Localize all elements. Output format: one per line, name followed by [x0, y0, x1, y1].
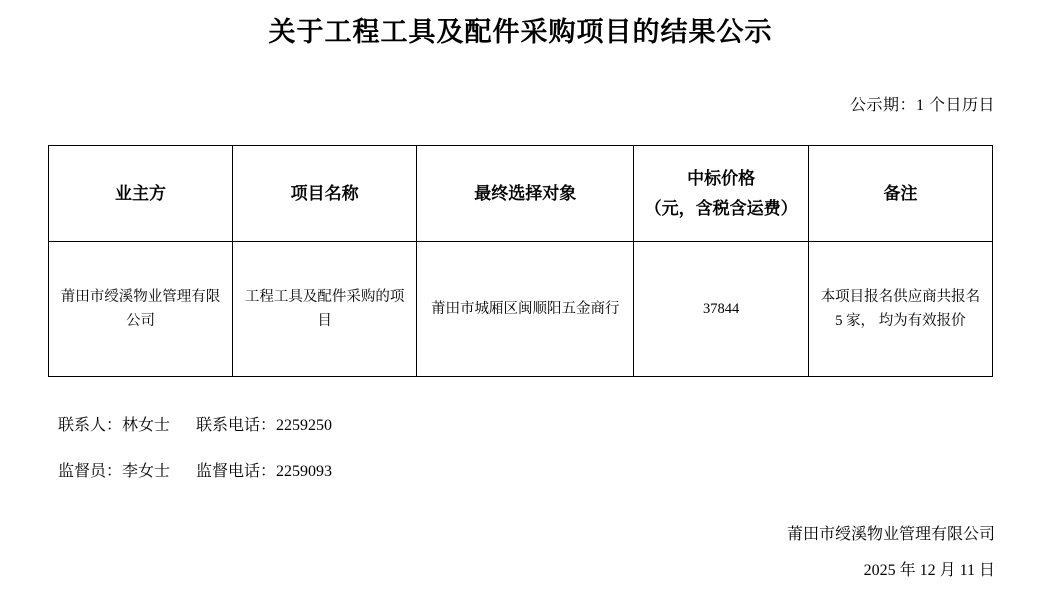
table-body — [49, 242, 993, 377]
contact-label: 联系人： — [58, 417, 123, 434]
header-winning-price — [634, 146, 809, 242]
supervisor-phone: 2259093 — [276, 463, 333, 480]
document-page — [0, 12, 1041, 579]
table-header — [49, 146, 993, 242]
cell-remark-line1: 本项目报名供应商共报名 5 家， — [820, 289, 981, 329]
notice-period: 公示期：1 个日历日 — [849, 97, 995, 114]
page-title: 关于工程工具及配件采购项目的结果公示 — [268, 17, 773, 47]
contact-line — [58, 403, 1041, 449]
cell-winning-price: 37844 — [634, 242, 809, 377]
contacts-block — [0, 403, 1041, 495]
supervisor-label: 监督员： — [58, 463, 123, 480]
footer-date: 2025 年 12 月 11 日 — [863, 562, 995, 579]
header-final-selection: 最终选择对象 — [417, 146, 634, 242]
supervisor-name: 李女士 — [122, 463, 171, 480]
supervisor-phone-label: 监督电话： — [196, 463, 277, 480]
footer-organization: 莆田市绶溪物业管理有限公司 — [786, 526, 995, 543]
contact-phone-label: 联系电话： — [196, 417, 277, 434]
header-project-name: 项目名称 — [233, 146, 417, 242]
result-table — [48, 145, 993, 377]
header-winning-price-line2: （元，含税含运费） — [644, 198, 798, 218]
header-owner: 业主方 — [49, 146, 233, 242]
cell-remark — [808, 242, 992, 377]
supervisor-line — [58, 449, 1041, 495]
cell-project-name: 工程工具及配件采购的项目 — [233, 242, 417, 377]
table-header-row — [49, 146, 993, 242]
header-winning-price-line1: 中标价格 — [687, 168, 756, 188]
contact-phone: 2259250 — [276, 417, 333, 434]
footer-block — [0, 517, 1041, 589]
table-row — [49, 242, 993, 377]
cell-final-selection: 莆田市城厢区闽顺阳五金商行 — [417, 242, 634, 377]
contact-name: 林女士 — [122, 417, 171, 434]
cell-owner: 莆田市绶溪物业管理有限公司 — [49, 242, 233, 377]
cell-remark-line2: 均为有效报价 — [878, 313, 966, 329]
result-table-container — [0, 145, 1041, 377]
header-remark: 备注 — [808, 146, 992, 242]
